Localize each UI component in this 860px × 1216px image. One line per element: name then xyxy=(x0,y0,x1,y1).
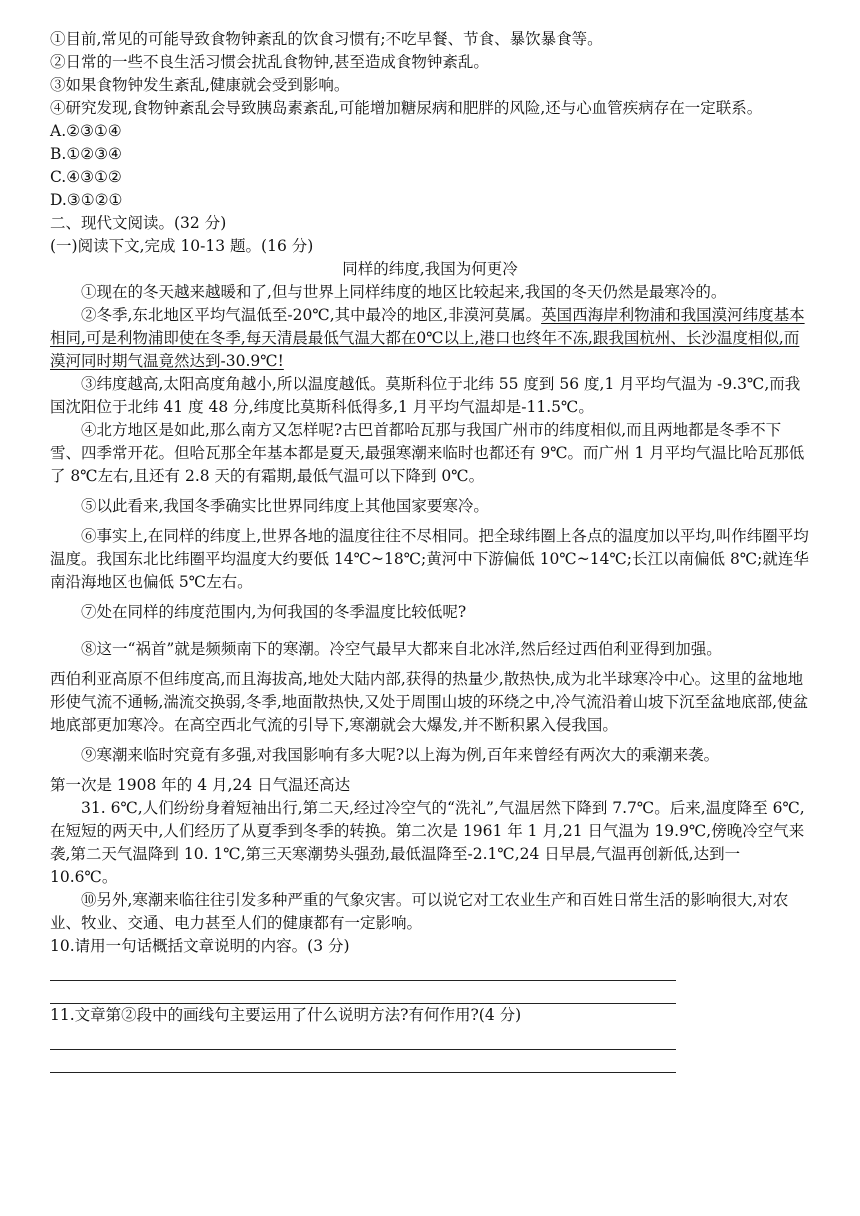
answer-line[interactable] xyxy=(50,1027,676,1050)
sentence-4: ④研究发现,食物钟紊乱会导致胰岛素紊乱,可能增加糖尿病和肥胖的风险,还与心血管疾病存在一定联系。 xyxy=(50,99,763,117)
paragraph-4: ④北方地区是如此,那么南方又怎样呢?古巴首都哈瓦那与我国广州市的纬度相似,而且两地都是冬季不下雪、四季常开花。但哈瓦那全年基本都是夏天,最强寒潮来临时也都还有 9℃。而广州 1 月平均气温比哈瓦那低了 8℃左右,且还有 2.8 天的有霜期,最低气温可以下降到 0℃。 xyxy=(50,421,805,485)
choice-d: D.③①②① xyxy=(50,191,123,209)
question-11: 11.文章第②段中的画线句主要运用了什么说明方法?有何作用?(4 分) xyxy=(50,1006,522,1024)
sentence-1: ①目前,常见的可能导致食物钟紊乱的饮食习惯有;不吃早餐、节食、暴饮暴食等。 xyxy=(50,30,603,48)
sentence-2: ②日常的一些不良生活习惯会扰乱食物钟,甚至造成食物钟紊乱。 xyxy=(50,53,489,71)
paragraph-9-cont: 第一次是 1908 年的 4 月,24 日气温还高达 xyxy=(50,776,351,794)
paragraph-2-lead: ②冬季,东北地区平均气温低至-20℃,其中最冷的地区,非漠河莫属。 xyxy=(81,306,542,324)
paragraph-5: ⑤以此看来,我国冬季确实比世界同纬度上其他国家要寒冷。 xyxy=(81,497,489,515)
underlined-sentence: 英国西海岸利物浦和我国漠河纬度基本相同,可是利物浦即使在冬季,每天清晨最低气温大都在0℃以上,港口也终年不冻,跟我国杭州、长沙温度相似,而漠河同时期气温竟然达到-30.9℃! xyxy=(50,306,805,370)
question-10: 10.请用一句话概括文章说明的内容。(3 分) xyxy=(50,937,350,955)
paragraph-8-first: ⑧这一“祸首”就是频频南下的寒潮。冷空气最早大都来自北冰洋,然后经过西伯利亚得到加强。 xyxy=(81,640,722,658)
paragraph-6: ⑥事实上,在同样的纬度上,世界各地的温度往往不尽相同。把全球纬圈上各点的温度加以平均,叫作纬圈平均温度。我国东北比纬圈平均温度大约要低 14℃~18℃;黄河中下游偏低 10℃~14℃;长江以南偏低 8℃;就连华南沿海地区也偏低 5℃左右。 xyxy=(50,527,809,591)
choice-b: B.①②③④ xyxy=(50,145,122,163)
paragraph-9-details: 31. 6℃,人们纷纷身着短袖出行,第二天,经过冷空气的“洗礼”,气温居然下降到 7.7℃。后来,温度降至 6℃,在短短的两天中,人们经历了从夏季到冬季的转换。第二次是 1961 年 1 月,21 日气温为 19.9℃,傍晚冷空气来袭,第二天气温降到 10. 1℃,第三天寒潮势头强劲,最低温降至-2.1℃,24 日早晨,气温再创新低,达到一 10.6℃。 xyxy=(50,799,805,886)
paragraph-9: ⑨寒潮来临时究竟有多强,对我国影响有多大呢?以上海为例,百年来曾经有两次大的乘潮来袭。 xyxy=(81,746,720,764)
answer-line[interactable] xyxy=(50,1050,676,1073)
choice-a: A.②③①④ xyxy=(50,122,122,140)
paragraph-8-rest: 西伯利亚高原不但纬度高,而且海拔高,地处大陆内部,获得的热量少,散热快,成为北半球寒冷中心。这里的盆地地形使气流不通畅,湍流交换弱,冬季,地面散热快,又处于周围山坡的环绕之中,冷气流沿着山坡下沉至盆地底部,使盆地底部更加寒冷。在高空西北气流的引导下,寒潮就会大爆发,并不断积累入侵我国。 xyxy=(50,670,809,734)
article-title: 同样的纬度,我国为何更冷 xyxy=(342,260,518,278)
choice-c: C.④③①② xyxy=(50,168,122,186)
paragraph-2 xyxy=(50,304,810,373)
exam-page xyxy=(50,28,810,1073)
sentence-3: ③如果食物钟发生紊乱,健康就会受到影响。 xyxy=(50,76,350,94)
section-subtitle: (一)阅读下文,完成 10-13 题。(16 分) xyxy=(50,237,314,255)
answer-line[interactable] xyxy=(50,981,676,1004)
paragraph-3: ③纬度越高,太阳高度角越小,所以温度越低。莫斯科位于北纬 55 度到 56 度,1 月平均气温为 -9.3℃,而我国沈阳位于北纬 41 度 48 分,纬度比莫斯科低得多,1 月平均气温却是-11.5℃。 xyxy=(50,375,801,416)
answer-line[interactable] xyxy=(50,958,676,981)
sentence-options xyxy=(50,28,810,212)
paragraph-1: ①现在的冬天越来越暖和了,但与世界上同样纬度的地区比较起来,我国的冬天仍然是最寒冷的。 xyxy=(81,283,727,301)
paragraph-10: ⑩另外,寒潮来临往往引发多种严重的气象灾害。可以说它对工农业生产和百姓日常生活的影响很大,对农业、牧业、交通、电力甚至人们的健康都有一定影响。 xyxy=(50,891,789,932)
paragraph-7: ⑦处在同样的纬度范围内,为何我国的冬季温度比较低呢? xyxy=(81,603,467,621)
section-title: 二、现代文阅读。(32 分) xyxy=(50,214,227,232)
